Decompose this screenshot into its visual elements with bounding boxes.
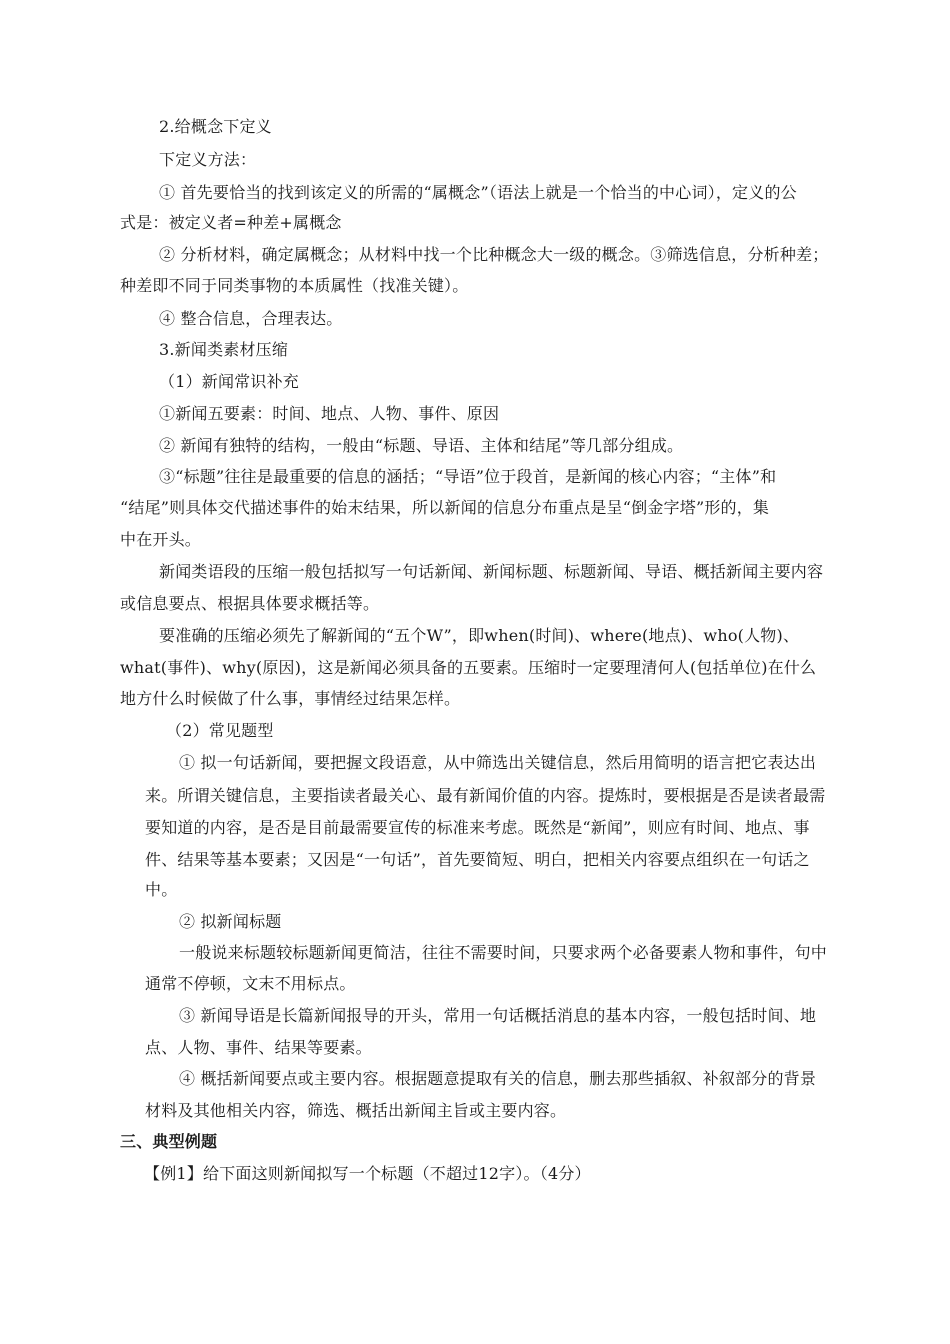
- paragraph-line: ④ 概括新闻要点或主要内容。根据题意提取有关的信息，删去那些插叙、补叙部分的背景: [179, 1069, 817, 1088]
- paragraph-line: 中在开头。: [120, 530, 202, 549]
- section-heading-typical-examples: 三、典型例题: [120, 1132, 218, 1151]
- paragraph-line: ④ 整合信息，合理表达。: [159, 309, 343, 328]
- paragraph-line: ② 拟新闻标题: [179, 912, 282, 931]
- paragraph-line: 一般说来标题较标题新闻更简洁，往往不需要时间，只要求两个必备要素人物和事件，句中: [179, 943, 828, 962]
- paragraph-line: 新闻类语段的压缩一般包括拟写一句话新闻、新闻标题、标题新闻、导语、概括新闻主要内容: [159, 562, 824, 581]
- paragraph-line: 材料及其他相关内容，筛选、概括出新闻主旨或主要内容。: [145, 1101, 567, 1120]
- paragraph-line: 来。所谓关键信息，主要指读者最关心、最有新闻价值的内容。提炼时，要根据是否是读者最需: [145, 786, 826, 805]
- paragraph-line: 要知道的内容，是否是目前最需要宣传的标准来考虑。既然是“新闻”，则应有时间、地点、事: [145, 818, 810, 837]
- paragraph-line: 中。: [145, 880, 178, 899]
- paragraph-line: 要准确的压缩必须先了解新闻的“五个W”，即when(时间)、where(地点)、who(人物)、: [159, 626, 800, 645]
- paragraph-line: 件、结果等基本要素；又因是“一句话”，首先要简短、明白，把相关内容要点组织在一句话之: [145, 850, 810, 869]
- paragraph-line: 通常不停顿，文末不用标点。: [145, 974, 356, 993]
- paragraph-line: 式是：被定义者=种差+属概念: [120, 213, 342, 232]
- subheading-common-types: （2）常见题型: [166, 721, 274, 740]
- paragraph-line: ③ 新闻导语是长篇新闻报导的开头，常用一句话概括消息的基本内容，一般包括时间、地: [179, 1006, 817, 1025]
- paragraph-line: ③“标题”往往是最重要的信息的涵括；“导语”位于段首，是新闻的核心内容；“主体”和: [159, 467, 777, 486]
- paragraph-line: what(事件)、why(原因)，这是新闻必须具备的五要素。压缩时一定要理清何人(包括单位)在什么: [120, 658, 817, 677]
- paragraph-line: 种差即不同于同类事物的本质属性（找准关键）。: [120, 276, 469, 295]
- subheading-definition-method: 下定义方法：: [159, 150, 257, 169]
- example-question: 【例1】给下面这则新闻拟写一个标题（不超过12字）。（4分）: [144, 1164, 591, 1183]
- paragraph-line: 地方什么时候做了什么事，事情经过结果怎样。: [120, 689, 461, 708]
- section-heading-definition: 2.给概念下定义: [159, 117, 272, 136]
- section-heading-news-compression: 3.新闻类素材压缩: [159, 340, 289, 359]
- paragraph-line: 或信息要点、根据具体要求概括等。: [120, 594, 380, 613]
- paragraph-line: ① 拟一句话新闻，要把握文段语意，从中筛选出关键信息，然后用简明的语言把它表达出: [179, 753, 817, 772]
- paragraph-line: ② 分析材料，确定属概念；从材料中找一个比种概念大一级的概念。③筛选信息，分析种差；: [159, 245, 829, 264]
- paragraph-line: 点、人物、事件、结果等要素。: [145, 1038, 372, 1057]
- subheading-news-knowledge: （1）新闻常识补充: [159, 372, 299, 391]
- paragraph-line: ① 首先要恰当的找到该定义的所需的“属概念”（语法上就是一个恰当的中心词），定义的公: [159, 183, 797, 202]
- paragraph-line: “结尾”则具体交代描述事件的始末结果，所以新闻的信息分布重点是呈“倒金字塔”形的，集: [120, 498, 770, 517]
- paragraph-line: ①新闻五要素：时间、地点、人物、事件、原因: [159, 404, 500, 423]
- paragraph-line: ② 新闻有独特的结构，一般由“标题、导语、主体和结尾”等几部分组成。: [159, 436, 684, 455]
